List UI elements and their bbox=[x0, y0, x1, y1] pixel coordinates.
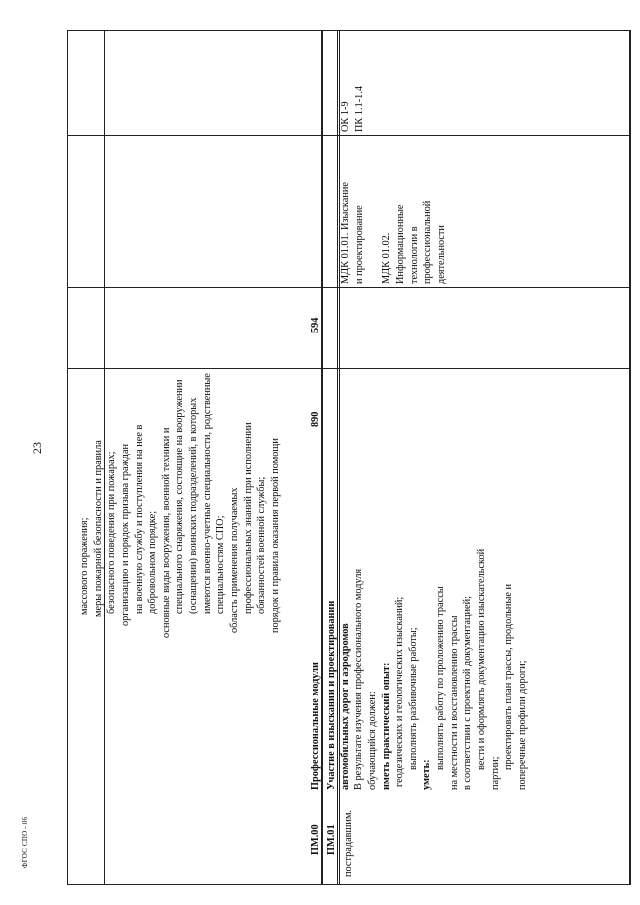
pm00-title: Профессиональные модули bbox=[310, 662, 321, 790]
pm01-content-line: обучающийся должен: bbox=[367, 691, 378, 790]
competency: ПК 1.1-1.4 bbox=[354, 85, 365, 132]
cont-line: область применения получаемых bbox=[229, 487, 240, 633]
pm01-content-line: поперечные профили дороги; bbox=[517, 660, 528, 790]
table-frame bbox=[67, 30, 630, 885]
mdk-01-01-cont: и проектирование bbox=[354, 205, 365, 284]
cont-line: обязанностей военной службы; bbox=[256, 476, 267, 614]
pm01-content-line: выполнять разбивочные работы; bbox=[408, 627, 419, 770]
mdk-01-02-cont: профессиональной bbox=[422, 200, 433, 284]
mdk-01-01: МДК 01.01. Изыскание bbox=[340, 182, 351, 284]
cont-line: специального снаряжения, состоящие на вооружении bbox=[174, 379, 185, 614]
hours-max-divider bbox=[67, 368, 630, 369]
cont-line: безопасного поведения при пожарах; bbox=[106, 451, 117, 614]
pm01-content-line: автомобильных дорог и аэродромов bbox=[340, 623, 351, 790]
cont-line: профессиональных знаний при исполнении bbox=[243, 422, 254, 614]
pm01-content-line: выполнять работу по проложению трассы bbox=[435, 586, 446, 770]
cont-line: пострадавшим. bbox=[343, 809, 354, 877]
table-border-right bbox=[630, 30, 631, 885]
cont-line: на военную службу и поступления на нее в bbox=[134, 424, 145, 614]
pm01-content-line: в соответствии с проектной документацией; bbox=[462, 596, 473, 790]
cont-line: (оснащении) воинских подразделений, в которых bbox=[188, 397, 199, 614]
pm01-row-divider bbox=[337, 30, 338, 885]
mdk-01-02-cont: технологии в bbox=[409, 226, 420, 284]
cont-line: имеются военно-учетные специальности, родственные bbox=[202, 373, 213, 614]
cont-line: основные виды вооружения, военной техники и bbox=[161, 427, 172, 638]
hours-class-divider bbox=[67, 287, 630, 288]
pm00-code: ПМ.00 bbox=[310, 824, 321, 855]
pm00-hours-class: 594 bbox=[310, 317, 321, 333]
code-column-divider bbox=[104, 30, 105, 885]
mdk-01-02: МДК 01.02. bbox=[381, 232, 392, 284]
pm01-content-line: на местности и восстановлению трассы bbox=[449, 615, 460, 790]
pm01-content-line: В результате изучения профессионального модуля bbox=[353, 568, 364, 790]
pm01-content-line: иметь практический опыт: bbox=[381, 662, 392, 790]
cont-line: добровольном порядке; bbox=[147, 510, 158, 614]
cont-line: организацию и порядок призыва граждан bbox=[120, 443, 131, 626]
pm00-hours-max: 890 bbox=[310, 411, 321, 427]
mdk-01-02-cont: деятельности bbox=[436, 225, 447, 284]
mdk-divider bbox=[67, 135, 630, 136]
page-number: 23 bbox=[30, 442, 44, 454]
pm01-code: ПМ.01 bbox=[326, 824, 337, 855]
cont-line: порядок и правила оказания первой помощи bbox=[270, 438, 281, 633]
competency: ОК 1-9 bbox=[340, 101, 351, 132]
cont-line: меры пожарной безопасности и правила bbox=[93, 440, 104, 617]
mdk-01-02-cont: Информационные bbox=[395, 204, 406, 284]
cont-line: специальностям СПО; bbox=[215, 515, 226, 614]
page-footer: ФГОС СПО - 06 bbox=[21, 816, 29, 868]
pm01-content-line: партии; bbox=[490, 756, 501, 790]
cont-line: массового поражения; bbox=[79, 517, 90, 615]
pm01-content-line: геодезических и геологических изысканий; bbox=[394, 596, 405, 787]
pm01-content-line: проектировать план трассы, продольные и bbox=[503, 583, 514, 770]
pm01-content-line: уметь: bbox=[421, 759, 432, 790]
pm00-row-divider bbox=[321, 30, 322, 885]
pm01-content-line: Участие в изыскании и проектировании bbox=[326, 600, 337, 790]
pm01-content-line: вести и оформлять документацию изыскательской bbox=[476, 548, 487, 770]
